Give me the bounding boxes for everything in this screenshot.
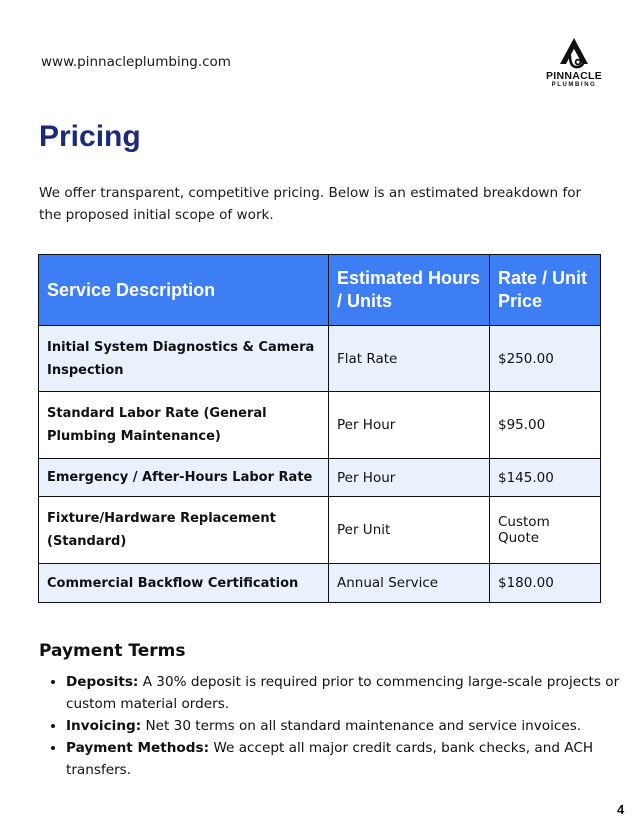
service-cell: Initial System Diagnostics & Camera Inspection (39, 326, 329, 392)
page-number: 4 (617, 802, 625, 817)
header-service-description: Service Description (39, 255, 329, 326)
term-label: Deposits: (66, 674, 139, 690)
website-url: www.pinnacleplumbing.com (41, 54, 231, 70)
service-cell: Standard Labor Rate (General Plumbing Maintenance) (39, 392, 329, 459)
list-item (66, 715, 626, 737)
table-row (39, 392, 601, 459)
table-row (39, 497, 601, 564)
logo-sub-text: PLUMBING (551, 82, 597, 88)
units-cell: Per Hour (329, 459, 490, 497)
page-title: Pricing (39, 120, 141, 153)
term-label: Payment Methods: (66, 740, 210, 756)
payment-terms-list (38, 671, 626, 781)
header-rate: Rate / Unit Price (490, 255, 601, 326)
list-item (66, 671, 626, 715)
company-logo (541, 36, 607, 94)
rate-cell: $250.00 (490, 326, 601, 392)
table-row (39, 564, 601, 603)
units-cell: Flat Rate (329, 326, 490, 392)
service-cell: Commercial Backflow Certification (39, 564, 329, 603)
units-cell: Per Hour (329, 392, 490, 459)
units-cell: Annual Service (329, 564, 490, 603)
rate-cell: Custom Quote (490, 497, 601, 564)
mountain-logo-icon (557, 36, 591, 70)
term-text: A 30% deposit is required prior to commencing large-scale projects or custom material orders. (66, 674, 620, 712)
term-text: Net 30 terms on all standard maintenance and service invoices. (145, 718, 582, 734)
rate-cell: $95.00 (490, 392, 601, 459)
table-row (39, 459, 601, 497)
logo-brand-text: PINNACLE (545, 70, 603, 82)
table-row (39, 326, 601, 392)
service-cell: Fixture/Hardware Replacement (Standard) (39, 497, 329, 564)
rate-cell: $145.00 (490, 459, 601, 497)
units-cell: Per Unit (329, 497, 490, 564)
table-header-row (39, 255, 601, 326)
term-text: We accept all major credit cards, bank checks, and ACH transfers. (66, 740, 594, 778)
pricing-table (38, 254, 601, 603)
term-label: Invoicing: (66, 718, 142, 734)
service-cell: Emergency / After-Hours Labor Rate (39, 459, 329, 497)
payment-terms-heading: Payment Terms (39, 641, 186, 661)
intro-paragraph: We offer transparent, competitive pricing. Below is an estimated breakdown for the proposed initial scope of work. (39, 185, 582, 223)
header-estimated-hours: Estimated Hours / Units (329, 255, 490, 326)
list-item (66, 737, 626, 781)
rate-cell: $180.00 (490, 564, 601, 603)
